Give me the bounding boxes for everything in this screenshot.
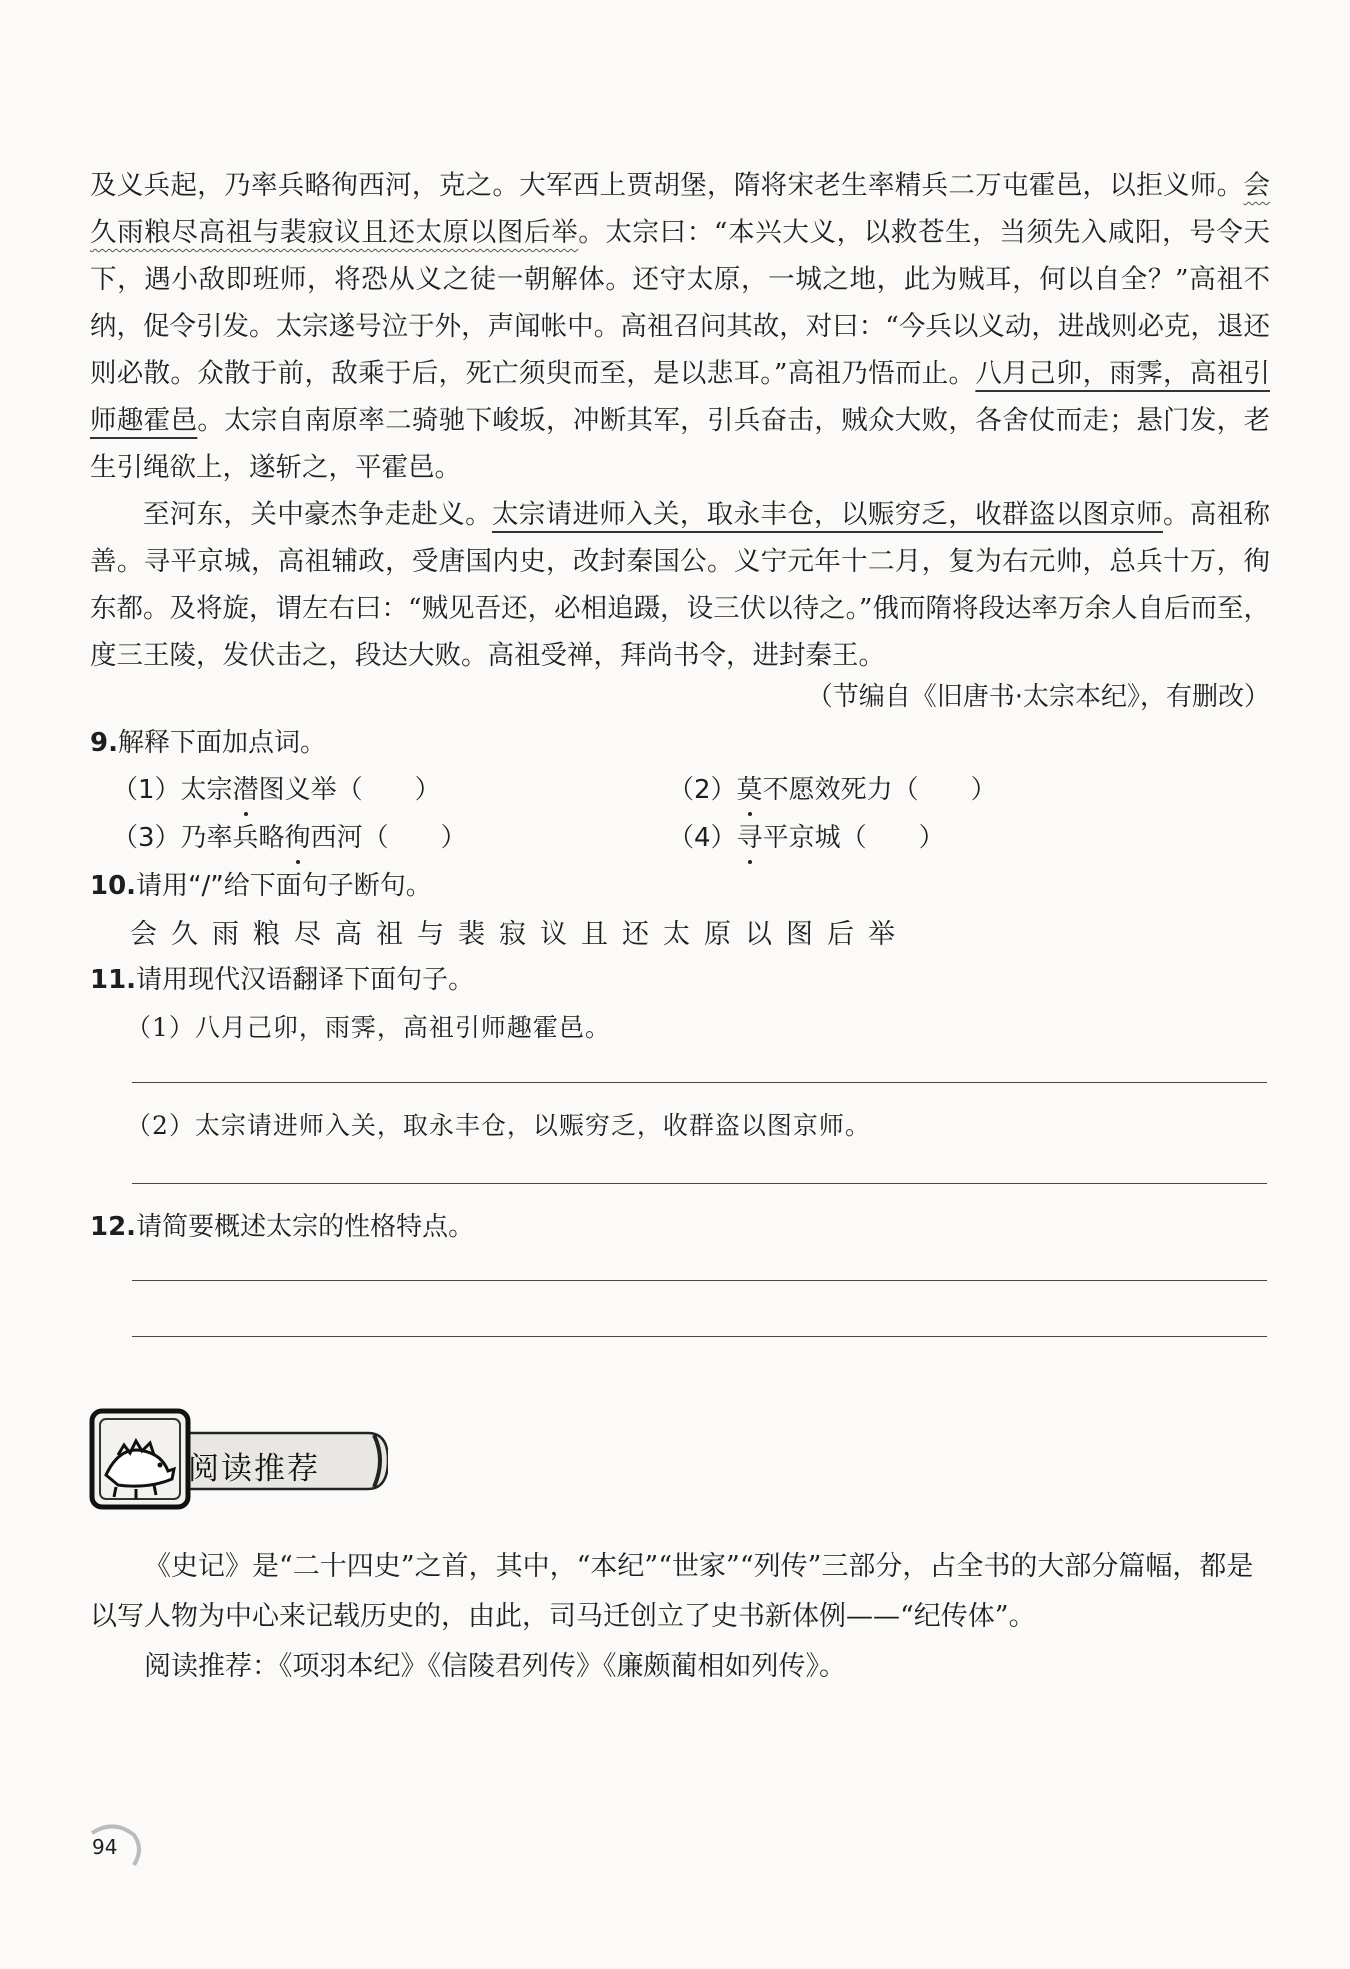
answer-line[interactable] bbox=[132, 1280, 1267, 1281]
page-number-badge bbox=[84, 1813, 144, 1873]
question-text: 解释下面加点词。 bbox=[117, 728, 326, 758]
page-number: 94 bbox=[92, 1835, 118, 1859]
text-run: 及义兵起，乃率兵略徇西河，克之。大军西上贾胡堡，隋将宋老生率精兵二万屯霍邑，以拒义师。 bbox=[90, 170, 1244, 201]
q11-sentence-2: （2）太宗请进师入关，取永丰仓，以赈穷乏，收群盗以图京师。 bbox=[126, 1111, 871, 1140]
question-10 bbox=[90, 866, 432, 906]
q9-item-2 bbox=[668, 770, 997, 810]
question-9 bbox=[90, 723, 326, 763]
banner-title: 阅读推荐 bbox=[188, 1451, 320, 1487]
item-text: 不愿效死力（ ） bbox=[762, 775, 997, 805]
passage-source: （节编自《旧唐书·太宗本纪》，有删改） bbox=[806, 682, 1270, 712]
passage-paragraph-2 bbox=[90, 491, 1270, 679]
q11-sentence-1: （1）八月己卯，雨霁，高祖引师趣霍邑。 bbox=[126, 1013, 611, 1042]
question-text: 请简要概述太宗的性格特点。 bbox=[136, 1212, 475, 1242]
text-run: 。太宗曰：“本兴大义，以救苍生，当须先入咸阳，号令天下，遇小敌即班师，将恐从义之徒一朝解体。还守太原，一城之地，此为贼耳，何以自全？”高祖不纳，促令引发。太宗遂号泣于外，声闻帐中。高祖召问其故，对曰：“今兵以义动，进战则必克，退还则必散。众散于前，敌乘于后，死亡须臾而至，是以悲耳。”高祖乃悟而止。 bbox=[90, 217, 1271, 389]
question-11 bbox=[90, 960, 474, 1000]
answer-line[interactable] bbox=[132, 1082, 1267, 1083]
text-run: 。太宗自南原率二骑驰下峻坂，冲断其军，引兵奋击，贼众大败，各舍仗而走；悬门发，老生引绳欲上，遂斩之，平霍邑。 bbox=[90, 405, 1271, 483]
answer-line[interactable] bbox=[132, 1183, 1267, 1184]
dotted-word: 寻 bbox=[737, 818, 763, 858]
item-text: 西河（ ） bbox=[310, 823, 467, 853]
question-text: 请用“/”给下面句子断句。 bbox=[136, 871, 432, 901]
recommendation-text bbox=[90, 1542, 1270, 1692]
dotted-word: 徇 bbox=[285, 818, 311, 858]
item-text: （4） bbox=[668, 823, 737, 853]
question-text: 请用现代汉语翻译下面句子。 bbox=[136, 965, 475, 995]
dotted-word: 潜 bbox=[233, 770, 259, 810]
wavy-underlined-sentence: 会久雨粮尽高祖与裴寂议且还太原以图后举 bbox=[90, 170, 1270, 248]
q9-item-4 bbox=[668, 818, 945, 858]
item-text: 平京城（ ） bbox=[762, 823, 945, 853]
underlined-sentence-1: 八月己卯，雨霁，高祖引师趣霍邑 bbox=[90, 358, 1270, 436]
text-run: 至河东，关中豪杰争走赴义。 bbox=[143, 499, 492, 530]
text-run: 。高祖称善。寻平京城，高祖辅政，受唐国内史，改封秦国公。义宁元年十二月，复为右元帅，总兵十万，徇东都。及将旋，谓左右曰：“贼见吾还，必相追蹑，设三伏以待之。”俄而隋将段达率万余人自后而至，度三王陵，发伏击之，段达大败。高祖受禅，拜尚书令，进封秦王。 bbox=[90, 499, 1271, 671]
question-number: 10. bbox=[90, 871, 137, 901]
passage-paragraph-1 bbox=[90, 162, 1270, 491]
item-text: （3）乃率兵略 bbox=[112, 823, 285, 853]
q10-sentence: 会久雨粮尽高祖与裴寂议且还太原以图后举 bbox=[130, 919, 909, 950]
item-text: （1）太宗 bbox=[112, 775, 233, 805]
question-number: 9. bbox=[90, 728, 118, 758]
reading-recommendation-banner bbox=[88, 1405, 388, 1515]
item-text: 图义举（ ） bbox=[258, 775, 441, 805]
classical-passage bbox=[90, 162, 1270, 679]
recommendation-list: 阅读推荐：《项羽本纪》《信陵君列传》《廉颇蔺相如列传》。 bbox=[144, 1651, 846, 1682]
dotted-word: 莫 bbox=[737, 770, 763, 810]
q9-item-1 bbox=[112, 770, 441, 810]
recommendation-paragraph: 《史记》是“二十四史”之首，其中，“本纪”“世家”“列传”三部分，占全书的大部分篇幅，都是以写人物为中心来记载历史的，由此，司马迁创立了史书新体例——“纪传体”。 bbox=[90, 1551, 1254, 1632]
question-number: 11. bbox=[90, 965, 137, 995]
question-12 bbox=[90, 1207, 474, 1247]
item-text: （2） bbox=[668, 775, 737, 805]
answer-line[interactable] bbox=[132, 1336, 1267, 1337]
question-number: 12. bbox=[90, 1212, 137, 1242]
q9-item-3 bbox=[112, 818, 467, 858]
underlined-sentence-2: 太宗请进师入关，取永丰仓，以赈穷乏，收群盗以图京师 bbox=[491, 499, 1163, 530]
